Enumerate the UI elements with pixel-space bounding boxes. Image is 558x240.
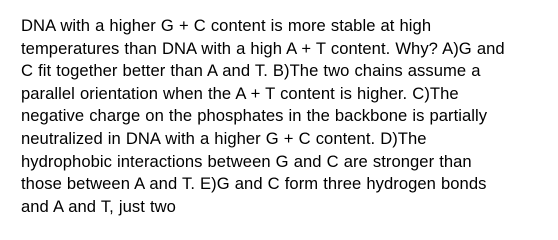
question-line: neutralized in DNA with a higher G + C content. D)The [21,128,427,148]
question-line: hydrophobic interactions between G and C are stronger than [21,151,472,171]
question-line: negative charge on the phosphates in the backbone is partially [21,106,488,126]
question-line: those between A and T. E)G and C form three hydrogen bonds [21,174,487,194]
question-line: parallel orientation when the A + T content is higher. C)The [21,83,459,103]
question-text [21,15,546,218]
question-line: DNA with a higher G + C content is more stable at high [21,16,432,35]
question-line: and A and T, just two [21,196,176,216]
question-line: temperatures than DNA with a high A + T content. Why? A)G and [21,38,505,58]
question-line: C fit together better than A and T. B)The two chains assume a [21,61,481,81]
